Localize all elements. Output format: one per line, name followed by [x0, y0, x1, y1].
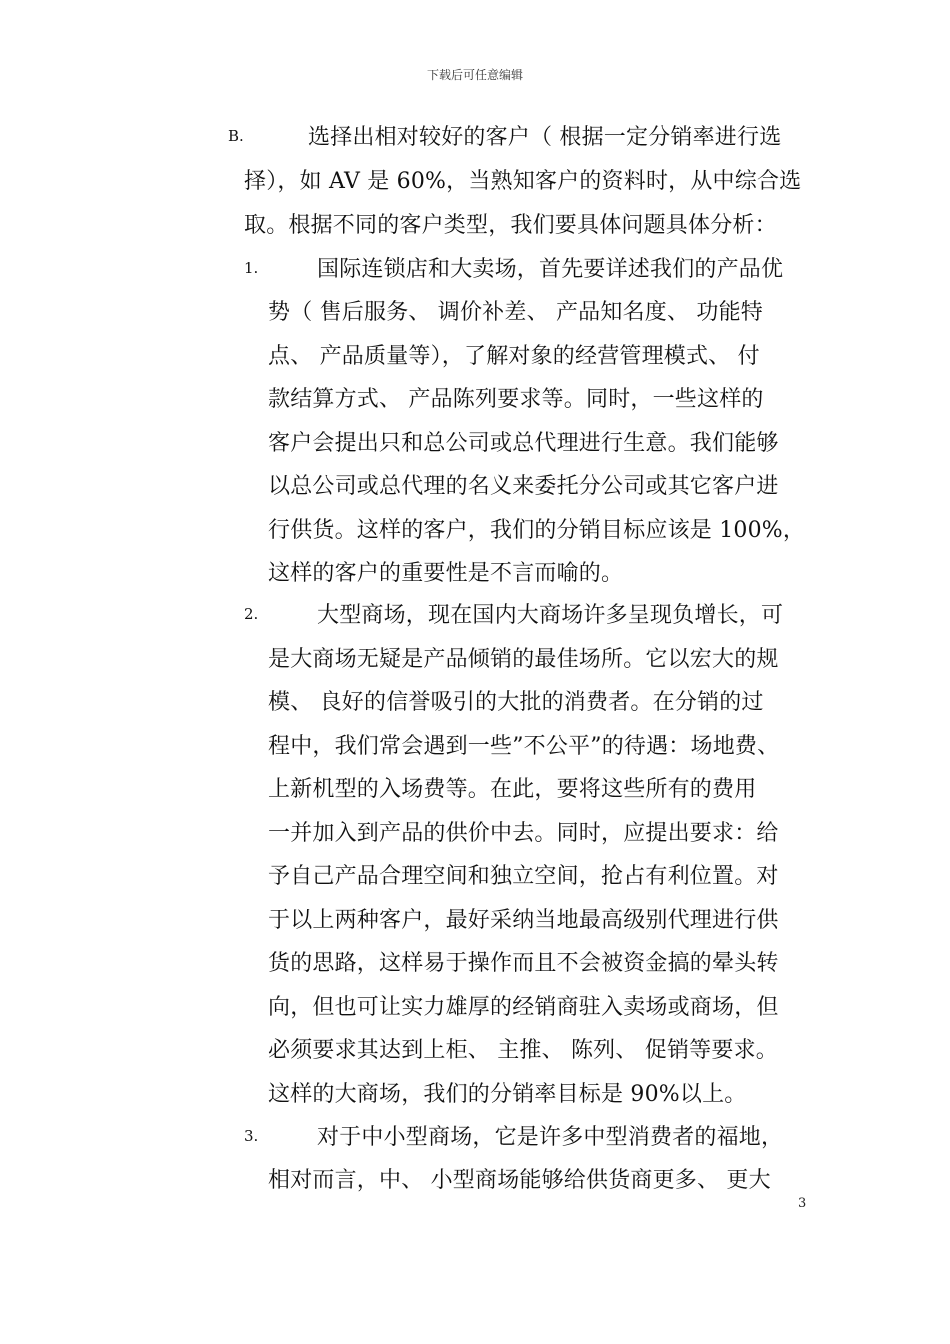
text-line: 向，但也可让实力雄厚的经销商驻入卖场或商场，但 — [268, 995, 779, 1020]
list-marker-2: 2. — [244, 605, 259, 623]
text-line: 大型商场，现在国内大商场许多呈现负增长，可 — [317, 603, 784, 628]
text-line: 这样的客户的重要性是不言而喻的。 — [268, 561, 624, 586]
text-line: 模、 良好的信誉吸引的大批的消费者。在分销的过 — [268, 690, 764, 715]
list-marker-1: 1. — [244, 259, 259, 277]
text-line: 于以上两种客户，最好采纳当地最高级别代理进行供 — [268, 908, 779, 933]
text-line: 行供货。这样的客户，我们的分销目标应该是 100%， — [268, 518, 806, 543]
text-line: 款结算方式、 产品陈列要求等。同时，一些这样的 — [268, 387, 764, 412]
text-line: 上新机型的入场费等。在此，要将这些所有的费用 — [268, 777, 757, 802]
text-line: 取。根据不同的客户类型，我们要具体问题具体分析： — [244, 213, 777, 238]
text-line: 这样的大商场，我们的分销率目标是 90%以上。 — [268, 1082, 747, 1107]
text-line: 选择出相对较好的客户（ 根据一定分销率进行选 — [308, 125, 782, 150]
list-marker-3: 3. — [244, 1127, 259, 1145]
text-line: 予自己产品合理空间和独立空间，抢占有利位置。对 — [268, 864, 779, 889]
text-line: 必须要求其达到上柜、 主推、 陈列、 促销等要求。 — [268, 1038, 778, 1063]
text-line: 国际连锁店和大卖场，首先要详述我们的产品优 — [317, 257, 784, 282]
text-line: 货的思路，这样易于操作而且不会被资金搞的晕头转 — [268, 951, 779, 976]
section-marker-b: B. — [228, 127, 244, 145]
text-line: 对于中小型商场，它是许多中型消费者的福地， — [317, 1125, 784, 1150]
page-header: 下载后可任意编辑 — [426, 68, 523, 82]
text-line: 程中，我们常会遇到一些”不公平”的待遇：场地费、 — [268, 734, 780, 759]
text-line: 相对而言，中、 小型商场能够给供货商更多、 更大 — [268, 1168, 771, 1193]
text-line: 势（ 售后服务、 调价补差、 产品知名度、 功能特 — [268, 300, 763, 325]
text-line: 点、 产品质量等），了解对象的经营管理模式、 付 — [268, 344, 760, 369]
text-line: 以总公司或总代理的名义来委托分公司或其它客户进 — [268, 474, 779, 499]
page-number: 3 — [798, 1196, 807, 1211]
text-line: 择），如 AV 是 60%，当熟知客户的资料时，从中综合选 — [244, 169, 802, 194]
text-line: 客户会提出只和总公司或总代理进行生意。我们能够 — [268, 431, 779, 456]
text-line: 一并加入到产品的供价中去。同时，应提出要求：给 — [268, 821, 779, 846]
text-line: 是大商场无疑是产品倾销的最佳场所。它以宏大的规 — [268, 647, 779, 672]
